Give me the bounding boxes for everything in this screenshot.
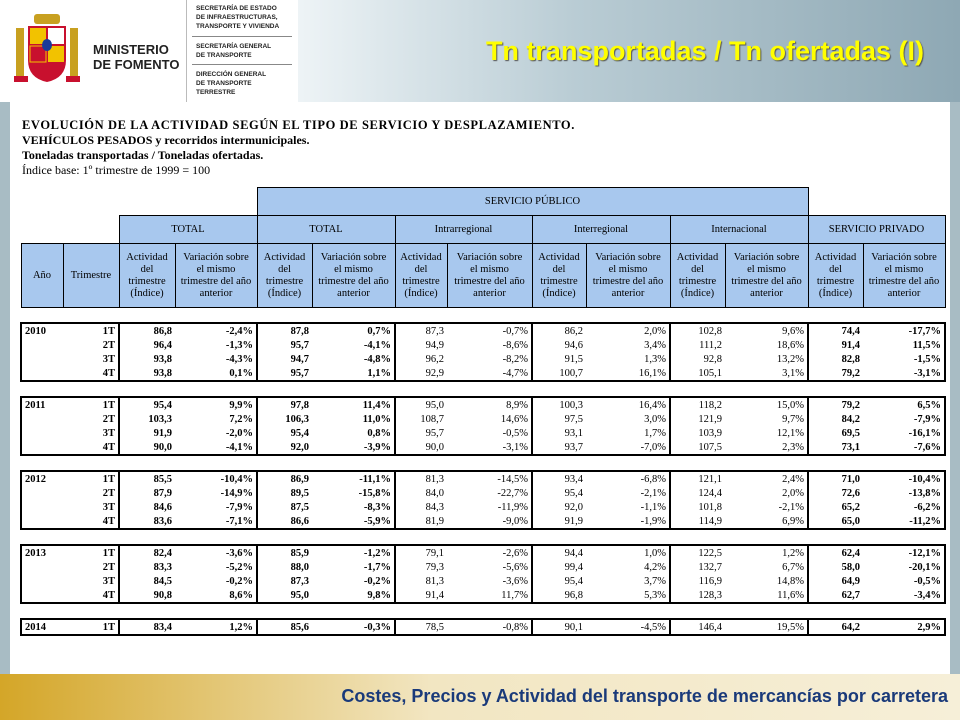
value-cell: -6,8% [586, 471, 670, 486]
dept-direccion-general: DIRECCIÓN GENERAL DE TRANSPORTE TERRESTRE [196, 71, 267, 96]
value-cell: 124,4 [698, 487, 722, 499]
coat-of-arms-icon [12, 10, 82, 90]
quarter-cell: 3T [63, 574, 119, 588]
value-cell: 116,9 [698, 575, 722, 587]
ministry-name: MINISTERIO DE FOMENTO [93, 42, 180, 72]
quarter-cell: 3T [63, 426, 119, 440]
value-cell: 87,9 [153, 487, 172, 499]
header-activity-index: Actividad del trimestre (Índice) [532, 244, 586, 308]
value-cell: 14,8% [725, 574, 808, 588]
value-cell: -11,2% [863, 514, 945, 529]
value-cell: 14,6% [447, 412, 532, 426]
value-cell: -15,8% [312, 486, 395, 500]
footer-bar [0, 674, 960, 720]
header-activity-index: Actividad del trimestre (Índice) [119, 244, 175, 308]
value-cell: 79,3 [425, 561, 444, 573]
value-cell: 72,6 [841, 487, 860, 499]
value-cell: 87,8 [257, 323, 312, 338]
quarter-cell: 1T [63, 545, 119, 560]
value-cell: 92,0 [564, 501, 583, 513]
year-cell [21, 500, 63, 514]
year-cell [21, 560, 63, 574]
slide-title: Tn transportadas / Tn ofertadas (I) [485, 36, 924, 66]
value-cell: 1,0% [586, 545, 670, 560]
value-cell: -12,1% [863, 545, 945, 560]
value-cell: -4,8% [312, 352, 395, 366]
caption-vehicles: VEHÍCULOS PESADOS y recorridos intermunicipales. [22, 133, 310, 147]
header-variation: Variación sobre el mismo trimestre del año anterior [447, 244, 532, 308]
value-cell: 2,9% [863, 619, 945, 635]
value-cell: 94,6 [564, 339, 583, 351]
value-cell: 79,2 [808, 397, 863, 412]
quarter-cell: 4T [63, 588, 119, 603]
quarter-cell: 2T [63, 412, 119, 426]
value-cell: -4,7% [447, 366, 532, 381]
value-cell: 83,3 [153, 561, 172, 573]
quarter-cell: 2T [63, 486, 119, 500]
value-cell: 111,2 [699, 339, 722, 351]
value-cell: -4,1% [312, 338, 395, 352]
value-cell: 101,8 [698, 501, 722, 513]
value-cell: 95,0 [257, 588, 312, 603]
value-cell: 91,4 [841, 339, 860, 351]
table-row [21, 619, 945, 635]
quarter-cell: 1T [63, 619, 119, 635]
value-cell: -7,1% [175, 514, 257, 529]
year-cell: 2012 [21, 471, 63, 486]
value-cell: 99,4 [564, 561, 583, 573]
value-cell: -1,1% [586, 500, 670, 514]
quarter-cell: 1T [63, 471, 119, 486]
table-row [21, 426, 945, 440]
value-cell: 9,8% [312, 588, 395, 603]
value-cell: 2,0% [586, 323, 670, 338]
value-cell: 146,4 [670, 619, 725, 635]
quarter-cell: 4T [63, 366, 119, 381]
value-cell: -2,0% [175, 426, 257, 440]
value-cell: 93,4 [532, 471, 586, 486]
value-cell: 13,2% [725, 352, 808, 366]
value-cell: 128,3 [670, 588, 725, 603]
value-cell: 6,7% [725, 560, 808, 574]
header-activity-index: Actividad del trimestre (Índice) [395, 244, 447, 308]
table-row [21, 560, 945, 574]
table-row [21, 397, 945, 412]
value-cell: 95,4 [119, 397, 175, 412]
value-cell: -0,8% [447, 619, 532, 635]
left-frame-bar [0, 102, 10, 674]
quarter-cell: 1T [63, 397, 119, 412]
value-cell: 92,0 [257, 440, 312, 455]
value-cell: 103,3 [148, 413, 172, 425]
header-group-internacional: Internacional [670, 216, 808, 244]
value-cell: 92,9 [395, 366, 447, 381]
table-row [21, 486, 945, 500]
value-cell: -4,3% [175, 352, 257, 366]
value-cell: -0,5% [447, 426, 532, 440]
value-cell: -17,7% [863, 323, 945, 338]
table-row [21, 500, 945, 514]
value-cell: 78,5 [395, 619, 447, 635]
value-cell: -14,5% [447, 471, 532, 486]
value-cell: 91,5 [564, 353, 583, 365]
value-cell: 9,9% [175, 397, 257, 412]
value-cell: 94,7 [290, 353, 309, 365]
value-cell: 93,8 [119, 366, 175, 381]
value-cell: 96,2 [425, 353, 444, 365]
value-cell: -2,6% [447, 545, 532, 560]
table-row [21, 338, 945, 352]
value-cell: 1,3% [586, 352, 670, 366]
header-variation: Variación sobre el mismo trimestre del año anterior [725, 244, 808, 308]
year-cell [21, 338, 63, 352]
value-cell: 64,9 [841, 575, 860, 587]
value-cell: 121,9 [698, 413, 722, 425]
value-cell: 85,6 [257, 619, 312, 635]
value-cell: -11,1% [312, 471, 395, 486]
header-variation: Variación sobre el mismo trimestre del año anterior [175, 244, 257, 308]
value-cell: -2,4% [175, 323, 257, 338]
value-cell: 93,1 [564, 427, 583, 439]
header-group-total: TOTAL [119, 216, 257, 244]
value-cell: 74,4 [808, 323, 863, 338]
year-cell: 2014 [21, 619, 63, 635]
year-cell [21, 352, 63, 366]
value-cell: 84,5 [153, 575, 172, 587]
value-cell: 1,7% [586, 426, 670, 440]
value-cell: 81,9 [395, 514, 447, 529]
value-cell: 65,2 [841, 501, 860, 513]
quarter-cell: 2T [63, 338, 119, 352]
value-cell: -3,1% [447, 440, 532, 455]
activity-table [20, 187, 946, 636]
value-cell: 16,4% [586, 397, 670, 412]
value-cell: 100,3 [532, 397, 586, 412]
value-cell: 94,4 [532, 545, 586, 560]
value-cell: 71,0 [808, 471, 863, 486]
header-group-intrarregional: Intrarregional [395, 216, 532, 244]
header-year: Año [21, 244, 63, 308]
value-cell: 121,1 [670, 471, 725, 486]
value-cell: -14,9% [175, 486, 257, 500]
value-cell: 19,5% [725, 619, 808, 635]
footer-title: Costes, Precios y Actividad del transporte de mercancías por carretera [341, 686, 948, 706]
value-cell: 95,4 [564, 487, 583, 499]
value-cell: -3,6% [175, 545, 257, 560]
value-cell: 95,7 [290, 339, 309, 351]
value-cell: 69,5 [841, 427, 860, 439]
value-cell: -20,1% [863, 560, 945, 574]
value-cell: 89,5 [290, 487, 309, 499]
value-cell: 91,4 [395, 588, 447, 603]
header-group-servicio-privado: SERVICIO PRIVADO [808, 216, 945, 244]
value-cell: 1,1% [312, 366, 395, 381]
value-cell: -10,4% [175, 471, 257, 486]
value-cell: 84,0 [425, 487, 444, 499]
value-cell: 95,7 [257, 366, 312, 381]
divider [192, 64, 292, 65]
caption-main: EVOLUCIÓN DE LA ACTIVIDAD SEGÚN EL TIPO DE SERVICIO Y DESPLAZAMIENTO. [22, 118, 575, 132]
value-cell: -16,1% [863, 426, 945, 440]
table-row [21, 574, 945, 588]
quarter-cell: 3T [63, 352, 119, 366]
year-cell: 2010 [21, 323, 63, 338]
value-cell: 91,9 [532, 514, 586, 529]
value-cell: -2,1% [586, 486, 670, 500]
table-row [21, 471, 945, 486]
value-cell: -5,9% [312, 514, 395, 529]
value-cell: 88,0 [290, 561, 309, 573]
value-cell: 108,7 [420, 413, 444, 425]
value-cell: -0,2% [175, 574, 257, 588]
value-cell: 85,9 [257, 545, 312, 560]
value-cell: -7,9% [863, 412, 945, 426]
value-cell: -3,6% [447, 574, 532, 588]
value-cell: 90,1 [532, 619, 586, 635]
value-cell: -13,8% [863, 486, 945, 500]
value-cell: -11,9% [447, 500, 532, 514]
value-cell: 16,1% [586, 366, 670, 381]
value-cell: 0,8% [312, 426, 395, 440]
value-cell: 90,8 [119, 588, 175, 603]
value-cell: 3,0% [586, 412, 670, 426]
department-names [188, 0, 298, 102]
value-cell: 86,8 [119, 323, 175, 338]
value-cell: -1,5% [863, 352, 945, 366]
table-row [21, 514, 945, 529]
value-cell: 95,7 [425, 427, 444, 439]
value-cell: 3,7% [586, 574, 670, 588]
value-cell: 103,9 [698, 427, 722, 439]
header-variation: Variación sobre el mismo trimestre del año anterior [586, 244, 670, 308]
table-row [21, 440, 945, 455]
value-cell: 84,3 [425, 501, 444, 513]
value-cell: -0,5% [863, 574, 945, 588]
value-cell: 15,0% [725, 397, 808, 412]
value-cell: 85,5 [119, 471, 175, 486]
value-cell: 91,9 [153, 427, 172, 439]
ministry-logo-area [0, 0, 187, 102]
value-cell: 81,3 [425, 575, 444, 587]
table-row [21, 588, 945, 603]
value-cell: 1,2% [725, 545, 808, 560]
value-cell: 81,3 [395, 471, 447, 486]
value-cell: 11,6% [725, 588, 808, 603]
value-cell: 86,6 [257, 514, 312, 529]
year-cell [21, 588, 63, 603]
value-cell: -8,2% [447, 352, 532, 366]
value-cell: 0,7% [312, 323, 395, 338]
value-cell: -7,9% [175, 500, 257, 514]
year-cell: 2011 [21, 397, 63, 412]
value-cell: -1,9% [586, 514, 670, 529]
year-cell [21, 440, 63, 455]
value-cell: 87,3 [395, 323, 447, 338]
value-cell: -10,4% [863, 471, 945, 486]
value-cell: 2,0% [725, 486, 808, 500]
value-cell: -4,5% [586, 619, 670, 635]
value-cell: 95,4 [290, 427, 309, 439]
year-cell [21, 366, 63, 381]
table-captions [22, 118, 575, 178]
value-cell: 64,2 [808, 619, 863, 635]
value-cell: -1,3% [175, 338, 257, 352]
value-cell: 8,6% [175, 588, 257, 603]
value-cell: 87,5 [290, 501, 309, 513]
value-cell: -0,2% [312, 574, 395, 588]
value-cell: -7,6% [863, 440, 945, 455]
value-cell: 5,3% [586, 588, 670, 603]
value-cell: 114,9 [670, 514, 725, 529]
table-row [21, 412, 945, 426]
value-cell: -0,3% [312, 619, 395, 635]
value-cell: -4,1% [175, 440, 257, 455]
year-cell [21, 426, 63, 440]
value-cell: 82,8 [841, 353, 860, 365]
value-cell: 102,8 [670, 323, 725, 338]
value-cell: 6,5% [863, 397, 945, 412]
value-cell: 0,1% [175, 366, 257, 381]
value-cell: 3,1% [725, 366, 808, 381]
quarter-cell: 3T [63, 500, 119, 514]
header-activity-index: Actividad del trimestre (Índice) [808, 244, 863, 308]
value-cell: -8,6% [447, 338, 532, 352]
value-cell: 84,2 [841, 413, 860, 425]
quarter-cell: 2T [63, 560, 119, 574]
value-cell: 18,6% [725, 338, 808, 352]
header-variation: Variación sobre el mismo trimestre del año anterior [312, 244, 395, 308]
value-cell: 122,5 [670, 545, 725, 560]
quarter-cell: 4T [63, 440, 119, 455]
value-cell: 106,3 [285, 413, 309, 425]
value-cell: 97,5 [564, 413, 583, 425]
value-cell: 100,7 [532, 366, 586, 381]
value-cell: 11,7% [447, 588, 532, 603]
value-cell: 2,3% [725, 440, 808, 455]
value-cell: 93,8 [153, 353, 172, 365]
value-cell: 105,1 [670, 366, 725, 381]
header-servicio-publico: SERVICIO PÚBLICO [257, 188, 808, 216]
dept-secretaria-general: SECRETARÍA GENERAL DE TRANSPORTE [196, 43, 272, 59]
table-row [21, 352, 945, 366]
value-cell: -5,6% [447, 560, 532, 574]
caption-index-base: Índice base: 1º trimestre de 1999 = 100 [22, 163, 211, 177]
value-cell: 92,8 [703, 353, 722, 365]
value-cell: -1,2% [312, 545, 395, 560]
value-cell: 83,4 [119, 619, 175, 635]
value-cell: -3,9% [312, 440, 395, 455]
value-cell: 8,9% [447, 397, 532, 412]
year-cell [21, 412, 63, 426]
value-cell: 79,2 [808, 366, 863, 381]
value-cell: 58,0 [841, 561, 860, 573]
value-cell: 11,5% [863, 338, 945, 352]
value-cell: 90,0 [395, 440, 447, 455]
caption-ratio: Toneladas transportadas / Toneladas ofertadas. [22, 148, 264, 162]
value-cell: -3,1% [863, 366, 945, 381]
value-cell: -5,2% [175, 560, 257, 574]
value-cell: 79,1 [395, 545, 447, 560]
value-cell: 95,0 [395, 397, 447, 412]
header-group-total-publico: TOTAL [257, 216, 395, 244]
value-cell: -8,3% [312, 500, 395, 514]
divider [192, 36, 292, 37]
value-cell: 87,3 [290, 575, 309, 587]
value-cell: 83,6 [119, 514, 175, 529]
value-cell: -3,4% [863, 588, 945, 603]
value-cell: -0,7% [447, 323, 532, 338]
value-cell: 11,4% [312, 397, 395, 412]
value-cell: 2,4% [725, 471, 808, 486]
value-cell: 90,0 [119, 440, 175, 455]
value-cell: 65,0 [808, 514, 863, 529]
value-cell: 82,4 [119, 545, 175, 560]
value-cell: 84,6 [153, 501, 172, 513]
value-cell: 1,2% [175, 619, 257, 635]
value-cell: -9,0% [447, 514, 532, 529]
year-cell [21, 574, 63, 588]
year-cell [21, 514, 63, 529]
year-cell: 2013 [21, 545, 63, 560]
header-group-interregional: Interregional [532, 216, 670, 244]
header-activity-index: Actividad del trimestre (Índice) [670, 244, 725, 308]
quarter-cell: 1T [63, 323, 119, 338]
dept-secretaria-estado: SECRETARÍA DE ESTADO DE INFRAESTRUCTURAS, TRANSPORTE Y VIVIENDA [196, 5, 280, 30]
value-cell: 9,6% [725, 323, 808, 338]
value-cell: 9,7% [725, 412, 808, 426]
value-cell: 4,2% [586, 560, 670, 574]
value-cell: 86,9 [257, 471, 312, 486]
value-cell: 7,2% [175, 412, 257, 426]
value-cell: 86,2 [532, 323, 586, 338]
year-cell [21, 486, 63, 500]
quarter-cell: 4T [63, 514, 119, 529]
value-cell: 12,1% [725, 426, 808, 440]
value-cell: 73,1 [808, 440, 863, 455]
value-cell: 132,7 [698, 561, 722, 573]
table-row [21, 366, 945, 381]
header-bar [0, 0, 960, 102]
value-cell: -1,7% [312, 560, 395, 574]
value-cell: 62,4 [808, 545, 863, 560]
value-cell: 94,9 [425, 339, 444, 351]
value-cell: -2,1% [725, 500, 808, 514]
value-cell: 96,4 [153, 339, 172, 351]
table-row [21, 545, 945, 560]
value-cell: -22,7% [447, 486, 532, 500]
value-cell: 107,5 [670, 440, 725, 455]
value-cell: 97,8 [257, 397, 312, 412]
value-cell: 118,2 [670, 397, 725, 412]
value-cell: -7,0% [586, 440, 670, 455]
value-cell: 62,7 [808, 588, 863, 603]
value-cell: 95,4 [564, 575, 583, 587]
value-cell: 96,8 [532, 588, 586, 603]
value-cell: 11,0% [312, 412, 395, 426]
value-cell: 3,4% [586, 338, 670, 352]
value-cell: -6,2% [863, 500, 945, 514]
header-quarter: Trimestre [63, 244, 119, 308]
header-variation: Variación sobre el mismo trimestre del año anterior [863, 244, 945, 308]
value-cell: 93,7 [532, 440, 586, 455]
header-activity-index: Actividad del trimestre (Índice) [257, 244, 312, 308]
value-cell: 6,9% [725, 514, 808, 529]
right-frame-bar [950, 102, 960, 674]
table-row [21, 323, 945, 338]
